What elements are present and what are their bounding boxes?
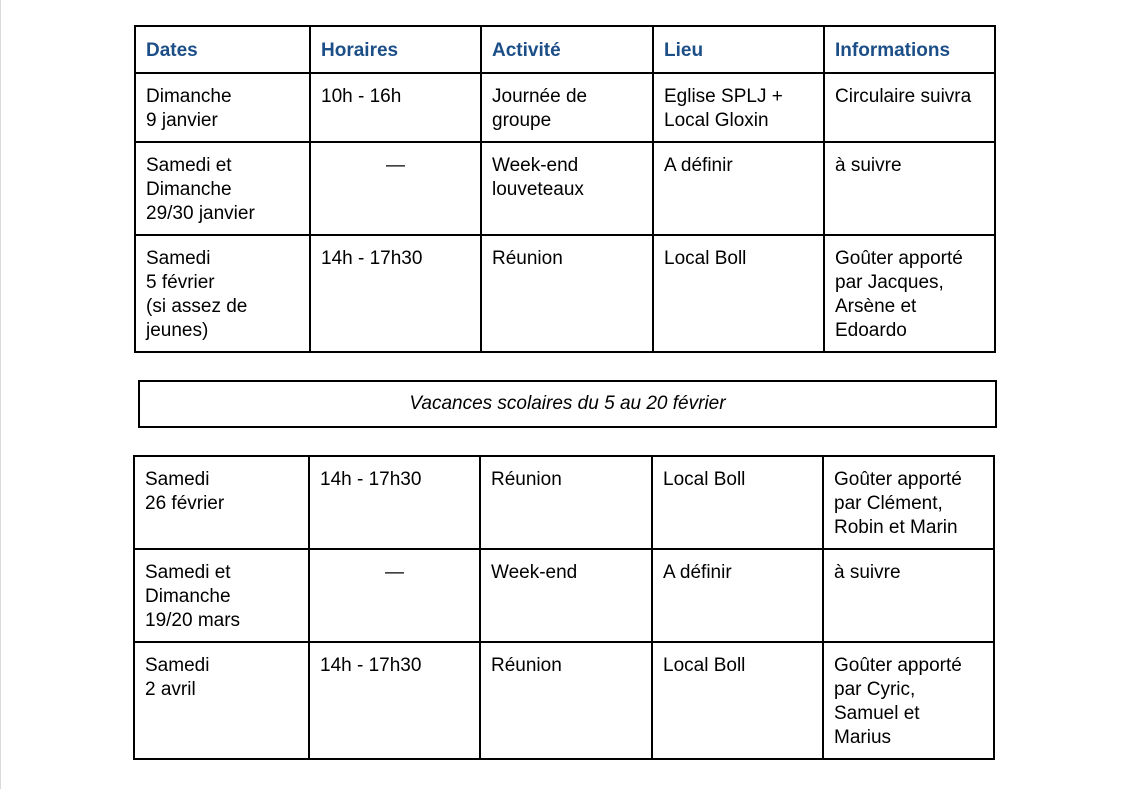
cell-horaire: 10h - 16h <box>310 73 481 142</box>
schedule-table-2 <box>133 455 995 760</box>
cell-activite: Réunion <box>481 235 653 352</box>
table-row <box>135 73 995 142</box>
cell-lieu: Local Boll <box>652 456 823 549</box>
page-edge-rule <box>0 0 1 789</box>
cell-lieu: A définir <box>652 549 823 642</box>
cell-lieu: Eglise SPLJ + Local Gloxin <box>653 73 824 142</box>
cell-activite: Réunion <box>480 456 652 549</box>
cell-date: Samedi 26 février <box>134 456 309 549</box>
cell-info: à suivre <box>824 142 995 235</box>
cell-activite: Week-end <box>480 549 652 642</box>
cell-info: Goûter apporté par Jacques, Arsène et Edoardo <box>824 235 995 352</box>
cell-lieu: Local Boll <box>653 235 824 352</box>
cell-date: Dimanche 9 janvier <box>135 73 310 142</box>
cell-info: à suivre <box>823 549 994 642</box>
vacances-banner <box>138 380 997 428</box>
cell-activite: Réunion <box>480 642 652 759</box>
cell-horaire: 14h - 17h30 <box>309 642 480 759</box>
header-informations: Informations <box>824 26 995 73</box>
schedule-table-1 <box>134 25 996 353</box>
cell-lieu: Local Boll <box>652 642 823 759</box>
header-dates: Dates <box>135 26 310 73</box>
header-lieu: Lieu <box>653 26 824 73</box>
cell-info: Goûter apporté par Clément, Robin et Marin <box>823 456 994 549</box>
cell-date: Samedi et Dimanche 29/30 janvier <box>135 142 310 235</box>
cell-horaire: — <box>310 142 481 235</box>
cell-horaire: 14h - 17h30 <box>310 235 481 352</box>
header-horaires: Horaires <box>310 26 481 73</box>
cell-lieu: A définir <box>653 142 824 235</box>
header-row <box>135 26 995 73</box>
vacances-text: Vacances scolaires du 5 au 20 février <box>409 393 726 414</box>
cell-date: Samedi et Dimanche 19/20 mars <box>134 549 309 642</box>
table-row <box>134 642 994 759</box>
table-row <box>134 456 994 549</box>
table-row <box>134 549 994 642</box>
cell-activite: Journée de groupe <box>481 73 653 142</box>
cell-info: Goûter apporté par Cyric, Samuel et Marius <box>823 642 994 759</box>
table-row <box>135 235 995 352</box>
cell-horaire: 14h - 17h30 <box>309 456 480 549</box>
cell-info: Circulaire suivra <box>824 73 995 142</box>
cell-date: Samedi 5 février (si assez de jeunes) <box>135 235 310 352</box>
cell-date: Samedi 2 avril <box>134 642 309 759</box>
table-row <box>135 142 995 235</box>
header-activite: Activité <box>481 26 653 73</box>
cell-activite: Week-end louveteaux <box>481 142 653 235</box>
cell-horaire: — <box>309 549 480 642</box>
